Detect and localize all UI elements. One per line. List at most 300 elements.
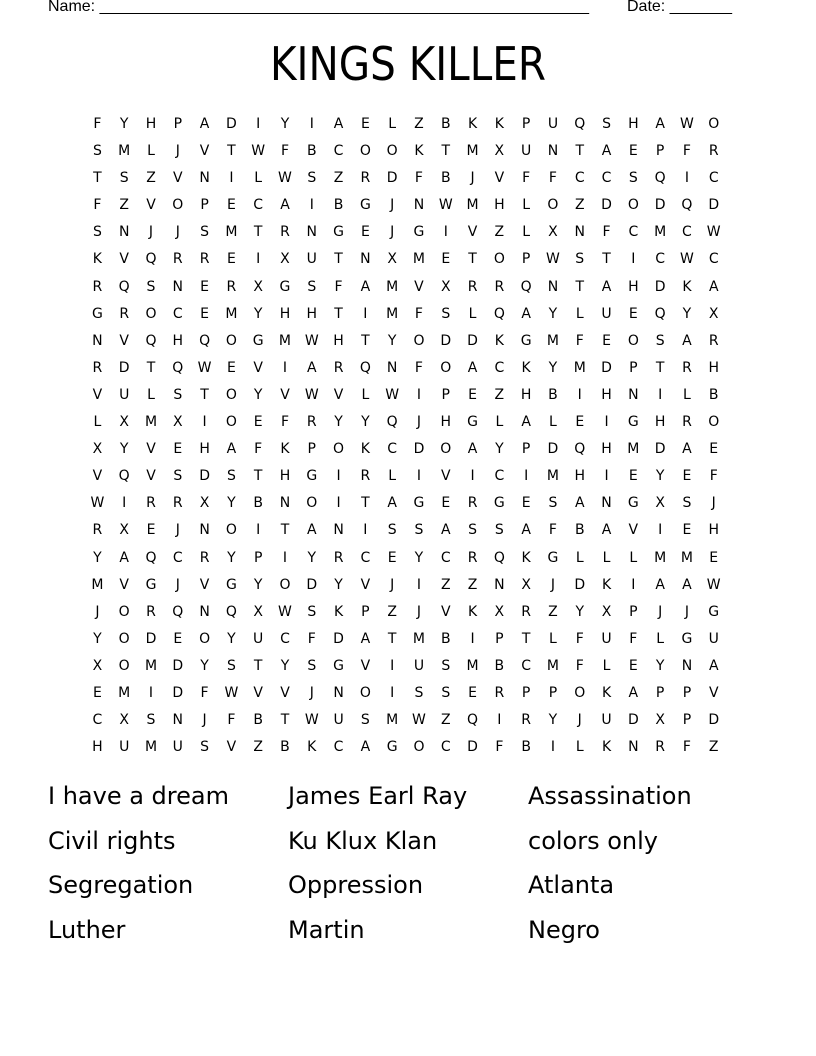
grid-letter: H [708,522,719,539]
grid-letter: V [146,197,156,214]
grid-letter: A [199,116,210,132]
grid-letter: Y [548,305,558,322]
grid-letter: P [200,197,209,214]
grid-letter: Z [146,170,156,187]
grid-letter: D [118,359,130,376]
grid-letter: Y [227,495,236,512]
grid-letter: D [654,278,666,295]
grid-letter: I [256,251,261,268]
grid-letter: F [307,630,316,647]
grid-letter: E [253,414,263,431]
grid-letter: V [146,468,156,485]
grid-letter: F [414,170,423,187]
grid-letter: D [145,630,157,647]
grid-letter: M [278,332,292,349]
grid-letter: U [521,143,532,160]
grid-letter: K [601,576,612,593]
grid-letter: E [628,305,638,322]
grid-letter: U [601,630,612,647]
grid-letter: V [360,657,371,674]
grid-letter: O [627,197,639,214]
grid-letter: Z [253,739,263,756]
grid-letter: L [388,468,397,485]
grid-letter: Z [387,603,397,620]
grid-letter: T [280,522,290,539]
grid-letter: V [119,576,129,593]
grid-letter: T [361,495,370,512]
grid-letter: V [360,576,371,593]
grid-letter: Y [387,332,397,349]
grid-letter: L [549,414,557,431]
grid-letter: F [548,522,557,539]
grid-letter: Y [655,468,665,485]
grid-letter: D [574,576,586,593]
grid-letter: V [253,359,263,376]
grid-letter: W [197,359,212,376]
grid-letter: A [601,278,612,295]
grid-letter: I [497,712,502,729]
grid-letter: E [628,468,638,485]
grid-letter: R [467,549,478,566]
grid-letter: S [92,224,102,241]
grid-letter: R [708,143,719,160]
grid-letter: A [682,576,692,593]
grid-letter: Y [655,657,665,674]
grid-letter: I [577,386,582,403]
grid-letter: I [631,576,636,593]
grid-letter: Q [118,278,130,295]
grid-letter: I [416,468,422,485]
grid-letter: E [173,630,183,647]
grid-letter: T [361,332,370,349]
grid-letter: T [200,386,209,403]
grid-letter: A [360,278,371,295]
grid-letter: A [521,414,531,431]
grid-letter: F [254,441,263,458]
word-list-item: Oppression [288,871,424,899]
grid-letter: H [92,739,103,756]
grid-letter: Q [654,305,666,322]
grid-letter: X [601,603,612,620]
grid-letter: O [118,657,130,674]
grid-letter: G [225,576,237,593]
grid-letter: N [681,657,693,674]
grid-letter: E [360,116,370,132]
grid-letter: K [414,143,424,160]
grid-letter: C [387,441,398,458]
grid-letter: J [416,414,422,431]
grid-letter: V [440,603,451,620]
grid-letter: U [253,630,264,647]
grid-letter: A [360,630,371,647]
grid-letter: X [253,603,263,620]
grid-letter: W [706,224,721,241]
grid-letter: N [199,603,210,620]
grid-letter: X [199,495,210,512]
grid-letter: Z [467,576,478,593]
grid-letter: T [253,224,263,241]
grid-letter: O [627,332,639,349]
grid-letter: E [602,332,611,349]
grid-letter: D [601,197,612,214]
grid-letter: K [494,116,504,132]
grid-letter: Y [93,549,102,566]
grid-letter: I [202,414,207,431]
grid-letter: A [708,278,719,295]
grid-letter: R [280,224,290,241]
grid-letter: Q [199,332,211,349]
grid-letter: S [682,495,692,512]
word-list-item: I have a dream [48,782,229,810]
grid-letter: J [684,603,689,620]
grid-letter: Q [145,251,157,268]
grid-letter: Y [227,630,236,647]
grid-letter: L [683,386,691,403]
grid-letter: W [412,712,426,729]
grid-letter: P [495,630,504,647]
grid-letter: I [309,197,314,214]
grid-letter: G [520,332,532,349]
grid-letter: K [360,441,370,458]
grid-letter: T [575,278,585,295]
grid-letter: E [387,549,397,566]
grid-letter: Y [334,414,343,431]
grid-letter: G [252,332,264,349]
grid-letter: L [549,630,557,647]
grid-letter: Q [145,332,157,349]
grid-letter: E [628,657,638,674]
grid-letter: P [629,359,638,376]
grid-letter: G [547,549,559,566]
grid-letter: Q [574,116,586,132]
grid-letter: N [333,522,344,539]
grid-letter: W [546,251,560,268]
grid-letter: Z [440,712,451,729]
grid-letter: V [146,441,156,458]
grid-letter: K [92,251,102,268]
grid-letter: P [548,684,558,701]
grid-letter: K [494,332,504,349]
grid-letter: L [629,549,638,566]
grid-letter: J [658,603,663,620]
grid-letter: W [278,603,292,620]
grid-letter: L [468,305,477,322]
grid-letter: M [573,359,586,376]
grid-letter: T [146,359,156,376]
grid-letter: F [709,468,718,485]
grid-letter: N [386,359,398,376]
grid-letter: R [199,251,210,268]
grid-letter: N [306,224,318,241]
grid-letter: O [225,386,237,403]
grid-letter: S [146,712,156,729]
grid-letter: P [521,251,531,268]
grid-letter: X [708,305,719,322]
grid-letter: B [333,197,344,214]
grid-letter: F [575,332,584,349]
grid-letter: S [655,332,665,349]
grid-letter: A [387,495,397,512]
grid-letter: K [521,359,531,376]
grid-letter: K [333,603,344,620]
letter-grid [84,111,728,761]
grid-letter: S [200,739,210,756]
grid-letter: S [548,495,558,512]
grid-letter: O [306,495,318,512]
grid-letter: G [413,224,425,241]
grid-letter: F [93,197,102,214]
grid-letter: N [494,576,505,593]
grid-letter: Y [253,576,263,593]
grid-letter: B [494,657,505,674]
grid-letter: A [601,143,612,160]
grid-letter: N [279,495,291,512]
grid-letter: V [119,332,129,349]
grid-letter: B [280,739,290,756]
grid-letter: M [546,332,559,349]
grid-letter: R [467,278,478,295]
grid-letter: A [682,441,692,458]
grid-letter: C [92,712,103,729]
grid-letter: F [629,630,638,647]
grid-letter: P [361,603,370,620]
grid-letter: O [225,522,237,539]
grid-letter: W [680,251,694,268]
header-line [48,0,748,20]
grid-letter: Q [172,603,184,620]
grid-letter: J [550,576,556,593]
grid-letter: O [172,197,184,214]
grid-letter: E [226,197,236,214]
grid-letter: O [493,251,505,268]
grid-letter: P [521,684,531,701]
grid-letter: P [682,712,692,729]
grid-letter: A [708,657,719,674]
grid-letter: P [173,116,183,132]
grid-letter: R [199,549,210,566]
grid-letter: I [658,386,663,403]
grid-letter: G [91,305,103,322]
grid-letter: H [333,332,344,349]
grid-letter: N [547,143,559,160]
grid-letter: S [441,657,451,674]
grid-letter: L [522,224,531,241]
grid-letter: C [494,468,505,485]
grid-letter: X [548,224,558,241]
grid-letter: D [172,684,184,701]
grid-letter: B [253,495,263,512]
grid-letter: H [494,197,505,214]
grid-letter: M [654,224,667,241]
grid-letter: Q [493,549,505,566]
grid-letter: Y [119,441,129,458]
grid-letter: O [199,630,211,647]
grid-letter: S [360,712,370,729]
grid-letter: J [711,495,716,512]
grid-letter: O [225,414,237,431]
grid-letter: J [175,224,180,241]
grid-letter: R [360,170,371,187]
grid-letter: F [522,170,531,187]
grid-letter: A [628,684,639,701]
grid-letter: M [627,441,640,458]
grid-letter: E [92,684,102,701]
grid-letter: J [175,143,180,160]
word-list-item: Civil rights [48,826,176,855]
grid-letter: N [574,224,585,241]
grid-letter: G [306,468,318,485]
grid-letter: N [118,224,130,241]
grid-letter: C [333,739,344,756]
grid-letter: I [336,468,341,485]
grid-letter: V [467,224,478,241]
grid-letter: X [253,278,263,295]
grid-letter: L [147,386,155,403]
grid-letter: F [548,170,557,187]
grid-letter: T [253,657,263,674]
grid-letter: G [145,576,157,593]
word-list-item: Ku Klux Klan [288,826,438,855]
grid-letter: I [336,495,341,512]
grid-letter: D [225,116,237,132]
grid-letter: L [522,197,531,214]
grid-letter: Q [359,359,371,376]
grid-letter: Q [145,549,157,566]
grid-letter: P [521,441,531,458]
grid-letter: Z [574,197,585,214]
grid-letter: F [575,630,584,647]
grid-letter: B [574,522,585,539]
grid-letter: M [386,305,399,322]
grid-letter: M [546,657,559,674]
grid-letter: B [521,739,531,756]
grid-letter: Y [334,576,343,593]
grid-letter: X [494,603,505,620]
grid-letter: I [631,251,636,268]
grid-letter: H [172,332,184,349]
grid-letter: H [574,468,585,485]
grid-letter: V [119,251,129,268]
grid-letter: Q [225,603,237,620]
grid-letter: N [333,684,344,701]
grid-letter: R [494,278,505,295]
grid-letter: F [682,739,691,756]
grid-letter: C [682,224,692,241]
grid-letter: C [708,251,719,268]
grid-letter: W [90,495,105,512]
word-list-item: Segregation [48,871,194,899]
grid-letter: F [227,712,236,729]
grid-letter: A [360,739,371,756]
grid-letter: Y [253,386,263,403]
grid-letter: I [684,170,689,187]
grid-letter: G [359,197,371,214]
word-list-item: Assassination [528,782,692,810]
grid-letter: E [226,251,236,268]
grid-letter: Y [548,712,558,729]
grid-letter: O [279,576,291,593]
grid-letter: O [547,197,559,214]
grid-letter: O [440,359,452,376]
grid-letter: R [119,305,130,322]
grid-letter: I [282,549,288,566]
grid-letter: E [200,278,210,295]
grid-letter: S [200,224,210,241]
grid-letter: Y [682,305,692,322]
grid-letter: I [309,116,314,132]
grid-letter: X [387,251,397,268]
grid-letter: O [145,305,157,322]
grid-letter: I [416,576,422,593]
grid-letter: L [575,549,584,566]
grid-letter: X [655,495,665,512]
grid-letter: K [521,549,531,566]
grid-letter: F [602,224,611,241]
grid-letter: U [119,739,130,756]
grid-letter: N [601,495,612,512]
grid-letter: F [414,305,423,322]
grid-letter: W [680,116,694,132]
grid-letter: R [467,495,478,512]
grid-letter: I [363,522,368,539]
grid-letter: R [226,278,237,295]
grid-letter: Y [93,630,102,647]
grid-letter: L [602,657,611,674]
grid-letter: A [521,305,531,322]
grid-letter: R [708,332,719,349]
grid-letter: B [440,170,451,187]
grid-letter: D [601,359,612,376]
grid-letter: I [550,739,556,756]
grid-letter: S [414,522,424,539]
grid-letter: X [92,657,103,674]
grid-letter: M [680,549,693,566]
grid-letter: M [144,414,158,431]
grid-letter: U [172,739,183,756]
grid-letter: B [440,630,451,647]
grid-letter: C [253,197,264,214]
grid-letter: Q [172,359,184,376]
grid-letter: P [441,386,450,403]
grid-letter: N [547,278,559,295]
grid-letter: W [224,684,239,701]
grid-letter: K [307,739,317,756]
grid-letter: M [91,576,104,593]
grid-letter: X [494,143,505,160]
grid-letter: O [118,603,130,620]
grid-letter: S [119,170,129,187]
grid-letter: V [414,278,424,295]
grid-letter: Q [118,468,130,485]
grid-letter: B [253,712,263,729]
grid-letter: I [470,468,475,485]
grid-letter: W [304,386,319,403]
word-list-item: Martin [288,915,365,944]
grid-letter: Q [386,414,398,431]
grid-letter: K [601,684,612,701]
grid-letter: F [334,278,343,295]
grid-letter: U [601,712,612,729]
grid-letter: B [440,116,451,132]
grid-letter: I [363,305,368,322]
grid-letter: Q [467,712,479,729]
grid-letter: S [146,278,156,295]
grid-letter: T [602,251,611,268]
grid-letter: B [708,386,719,403]
grid-letter: M [412,630,425,647]
word-list-item: Negro [528,915,600,944]
grid-letter: V [253,684,263,701]
